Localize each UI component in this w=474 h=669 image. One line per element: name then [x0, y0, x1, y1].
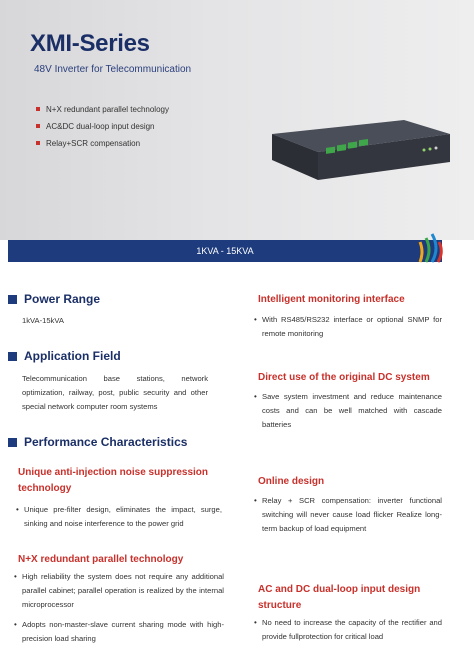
application-field-text: Telecommunication base stations, network optimization, railway, post, public security and other special network computer room systems — [22, 374, 208, 411]
application-field-title: Application Field — [8, 349, 121, 363]
online-design-heading: Online design — [258, 476, 325, 487]
feature-list — [36, 101, 169, 152]
product-title: XMI-Series — [30, 30, 150, 57]
feature-item: N+X redundant parallel technology — [36, 101, 169, 118]
inverter-device-illustration — [254, 112, 450, 192]
redundant-parallel-point: • Adopts non-master-slave current sharing mode with high-precision load sharing — [14, 618, 224, 646]
power-range-value: 1kVA-15kVA — [22, 316, 64, 325]
redundant-parallel-point: • High reliability the system does not require any additional parallel cabinet; parallel operation is realized by the internal microprocessor — [14, 570, 224, 612]
dual-loop-heading: AC and DC dual-loop input design structure — [258, 584, 421, 611]
power-range-title: Power Range — [8, 292, 100, 306]
anti-injection-point: • Unique pre-filter design, eliminates the impact, surge, sinking and noise interference to the power grid — [16, 503, 222, 531]
power-range-band: 1KVA - 15KVA — [8, 240, 442, 262]
product-subtitle: 48V Inverter for Telecommunication — [34, 64, 192, 75]
signal-waves-icon — [414, 232, 444, 264]
feature-item: Relay+SCR compensation — [36, 135, 169, 152]
hero-banner — [0, 0, 474, 240]
monitoring-heading: Intelligent monitoring interface — [258, 294, 405, 305]
dc-system-heading: Direct use of the original DC system — [258, 372, 430, 383]
redundant-parallel-heading: N+X redundant parallel technology — [18, 554, 184, 565]
online-design-text: • Relay + SCR compensation: inverter functional switching will never cause load flicker Realize long-term backup of load equipment — [254, 494, 442, 536]
dc-system-text: • Save system investment and reduce maintenance costs and can be well matched with cascade batteries — [254, 390, 442, 432]
dual-loop-text: • No need to increase the capacity of the rectifier and provide fullprotection for critical load — [254, 616, 442, 644]
anti-injection-heading: Unique anti-injection noise suppression technology — [18, 467, 209, 494]
performance-title: Performance Characteristics — [8, 435, 187, 449]
feature-item: AC&DC dual-loop input design — [36, 118, 169, 135]
monitoring-text: • With RS485/RS232 interface or optional SNMP for remote monitoring — [254, 313, 442, 341]
